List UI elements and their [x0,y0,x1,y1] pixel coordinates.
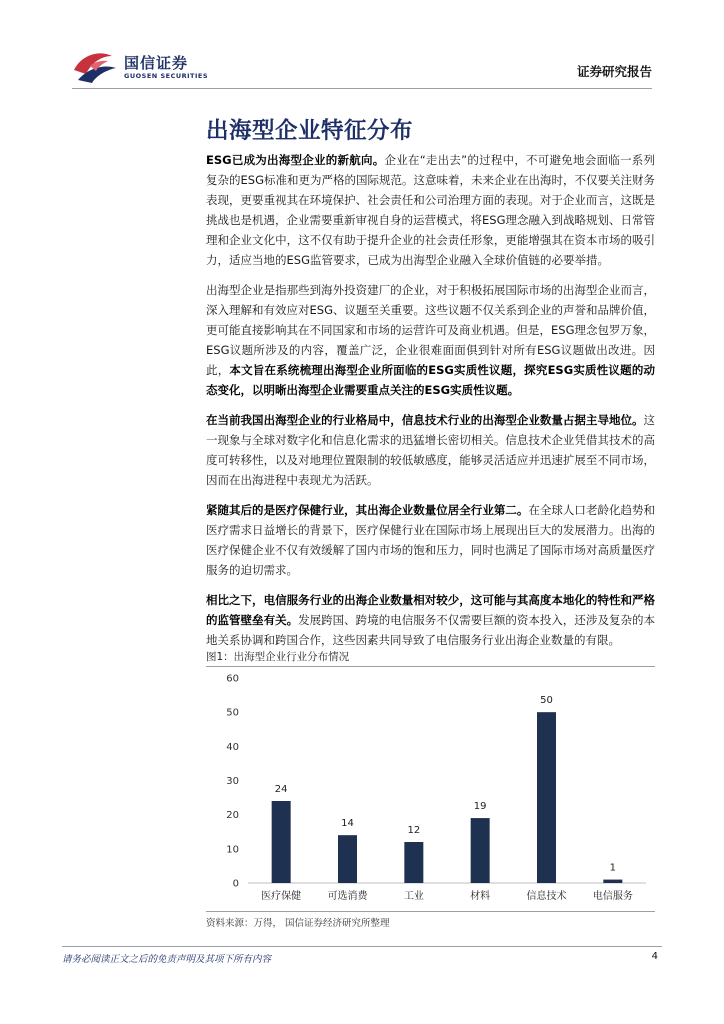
x-tick-label: 可选消费 [327,891,368,902]
paragraph-bold-text: 紧随其后的是医疗保健行业，其出海企业数量位居全行业第二。 [206,503,529,517]
bar [272,801,291,883]
page-number: 4 [651,951,658,962]
footer-disclaimer: 请务必阅读正文之后的免责声明及其项下所有内容 [62,954,272,965]
figure-caption: 图1：出海型企业行业分布情况 [206,651,350,663]
paragraph-text: 在全球人口老龄化趋势和医疗需求日益增长的背景下，医疗保健行业在国际市场上展现出巨大的发展潜力。出海的医疗保健企业不仅有效缓解了国内市场的饱和压力，同时也满足了国际市场对高质量医疗服务的迫切需求。 [206,503,656,577]
paragraph [206,280,655,400]
bar-value-label: 1 [609,862,617,874]
paragraph-bold-text: 在当前我国出海型企业的行业格局中，信息技术行业的出海型企业数量占据主导地位。 [206,413,644,427]
page-title: 出海型企业特征分布 [206,118,414,144]
x-tick-label: 电信服务 [592,891,633,902]
figure-source: 资料来源：万得， 国信证券经济研究所整理 [206,918,390,929]
paragraph [206,410,655,490]
x-tick-label: 材料 [470,891,491,902]
y-tick-label: 0 [232,878,239,890]
paragraph-bold-text: ESG已成为出海型企业的新航向。 [206,153,385,167]
paragraph-text: 发展跨国、跨境的电信服务不仅需要巨额的资本投入，还涉及复杂的本地关系协调和跨国合作，这些因素共同导致了电信服务行业出海企业数量的有限。 [206,613,656,647]
x-tick-label: 工业 [403,891,424,902]
bar-value-label: 14 [341,818,354,830]
guosen-logo [72,50,212,86]
paragraph-text: 出海型企业是指那些到海外投资建厂的企业，对于积极拓展国际市场的出海型企业而言，深入理解和有效应对ESG、议题至关重要。这些议题不仅关系到企业的声誉和品牌价值，更可能直接影响其在不同国家和市场的运营许可及商业机遇。但是，ESG理念包罗万象，ESG议题所涉及的内容，覆盖广泛，企业很难面面俱到针对所有ESG议题做出改进。因此， [206,283,655,377]
article-body [206,150,655,660]
industry-distribution-bar-chart [206,668,655,910]
y-tick-label: 20 [226,810,239,822]
logo-chinese-name: 国信证券 [124,54,189,72]
bar-value-label: 19 [473,801,487,813]
paragraph [206,500,655,580]
paragraph-bold-text: 相比之下，电信服务行业的出海企业数量相对较少，这可能与其高度本地化的特性和严格的监管壁垒有关。 [206,593,655,627]
report-type-label: 证券研究报告 [576,64,652,79]
y-tick-label: 40 [226,741,239,753]
footer-divider [62,946,662,947]
paragraph [206,150,655,270]
y-tick-label: 50 [226,707,239,719]
logo-english-name: GUOSEN SECURITIES [124,72,209,80]
y-tick-label: 60 [226,673,239,685]
x-tick-label: 医疗保健 [261,891,302,902]
x-tick-label: 信息技术 [526,891,567,902]
paragraph-bold-text: 本文旨在系统梳理出海型企业所面临的ESG实质性议题，探究ESG实质性议题的动态变化，以明晰出海型企业需要重点关注的ESG实质性议题。 [206,363,656,397]
bar-value-label: 50 [540,695,553,707]
bar [404,842,423,883]
y-tick-label: 10 [226,844,239,856]
guosen-logo-mark-icon [72,50,118,84]
paragraph [206,590,655,650]
paragraph-text: 这一现象与全球对数字化和信息化需求的迅猛增长密切相关。信息技术企业凭借其技术的高度可转移性，以及对地理位置限制的较低敏感度，能够灵活适应并迅速扩展至不同市场，因而在出海进程中表现尤为活跃。 [206,413,655,487]
figure-top-rule [206,666,655,667]
paragraph-text: 企业在“走出去”的过程中，不可避免地会面临一系列复杂的ESG标准和更为严格的国际规范。这意味着，未来企业在出海时，不仅要关注财务表现，更要重视其在环境保护、社会责任和公司治理方面的表现。对于企业而言，这既是挑战也是机遇，企业需要重新审视自身的运营模式，将ESG理念融入到战略规划、日常管理和企业文化中，这不仅有助于提升企业的社会责任形象，更能增强其在资本市场的吸引力，适应当地的ESG监管要求，已成为出海型企业融入全球价值链的必要举措。 [206,153,655,267]
bar [537,712,556,883]
bar [471,818,490,883]
bar-value-label: 12 [407,825,421,836]
bar-value-label: 24 [274,784,288,795]
figure-bottom-rule [206,911,655,912]
bar [603,880,622,883]
y-tick-label: 30 [226,776,239,787]
bar [338,835,357,883]
header-divider [72,88,652,89]
